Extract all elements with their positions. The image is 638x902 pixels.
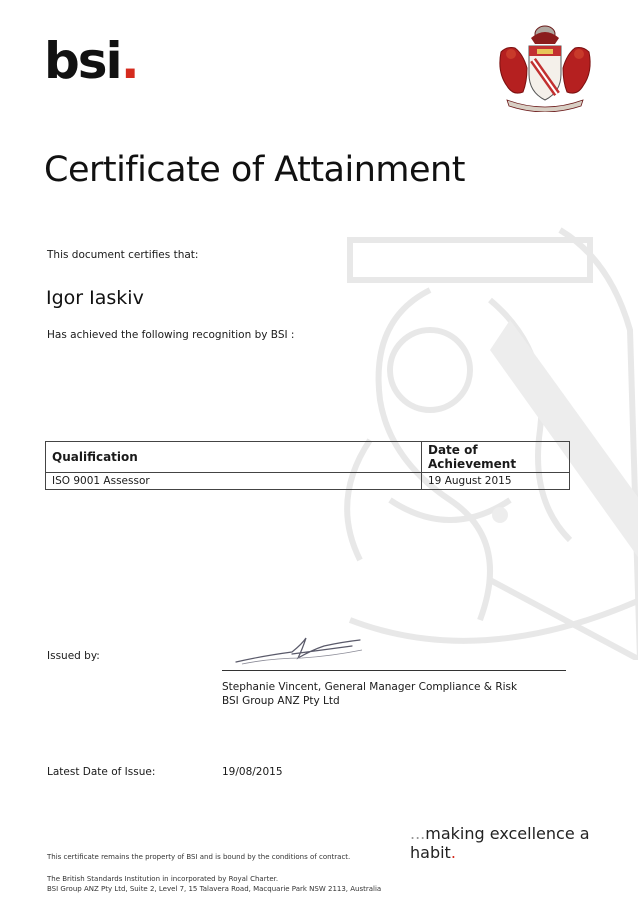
footer-legal (47, 874, 381, 894)
address-line: BSI Group ANZ Pty Ltd, Suite 2, Level 7, 15 Talavera Road, Macquarie Park NSW 2113, Australia (47, 885, 382, 893)
tagline-end: . (450, 843, 456, 862)
logo-dot: . (120, 32, 138, 90)
signatory-name: Stephanie Vincent, General Manager Compliance & Risk (222, 681, 518, 693)
issue-date-label: Latest Date of Issue: (47, 766, 156, 778)
recipient-name: Igor Iaskiv (46, 287, 144, 309)
certificate-title: Certificate of Attainment (44, 150, 465, 190)
tagline-text: making excellence a habit (410, 824, 590, 862)
column-header-date: Date of Achievement (422, 442, 570, 473)
table-row (46, 473, 570, 490)
handwritten-signature-icon (232, 632, 367, 668)
issue-date-value: 19/08/2015 (222, 766, 283, 778)
charter-line: The British Standards Institution in incorporated by Royal Charter. (47, 875, 279, 883)
signature-line (222, 670, 566, 671)
column-header-qualification: Qualification (46, 442, 422, 473)
royal-crest-icon (493, 22, 597, 112)
achievement-text: Has achieved the following recognition by BSI : (47, 329, 295, 341)
certifies-text: This document certifies that: (47, 249, 199, 261)
bsi-logo (44, 32, 138, 90)
property-notice: This certificate remains the property of BSI and is bound by the conditions of contract. (47, 853, 351, 861)
qualification-table (45, 441, 570, 490)
crest-watermark-icon (310, 200, 638, 660)
date-cell: 19 August 2015 (422, 473, 570, 490)
tagline-ellipsis: ... (410, 824, 426, 843)
table-header-row (46, 442, 570, 473)
logo-text: bsi (44, 32, 121, 90)
tagline (410, 824, 638, 862)
issued-by-label: Issued by: (47, 650, 100, 662)
signatory-block (222, 680, 517, 708)
signatory-organization: BSI Group ANZ Pty Ltd (222, 695, 340, 707)
qualification-cell: ISO 9001 Assessor (46, 473, 422, 490)
